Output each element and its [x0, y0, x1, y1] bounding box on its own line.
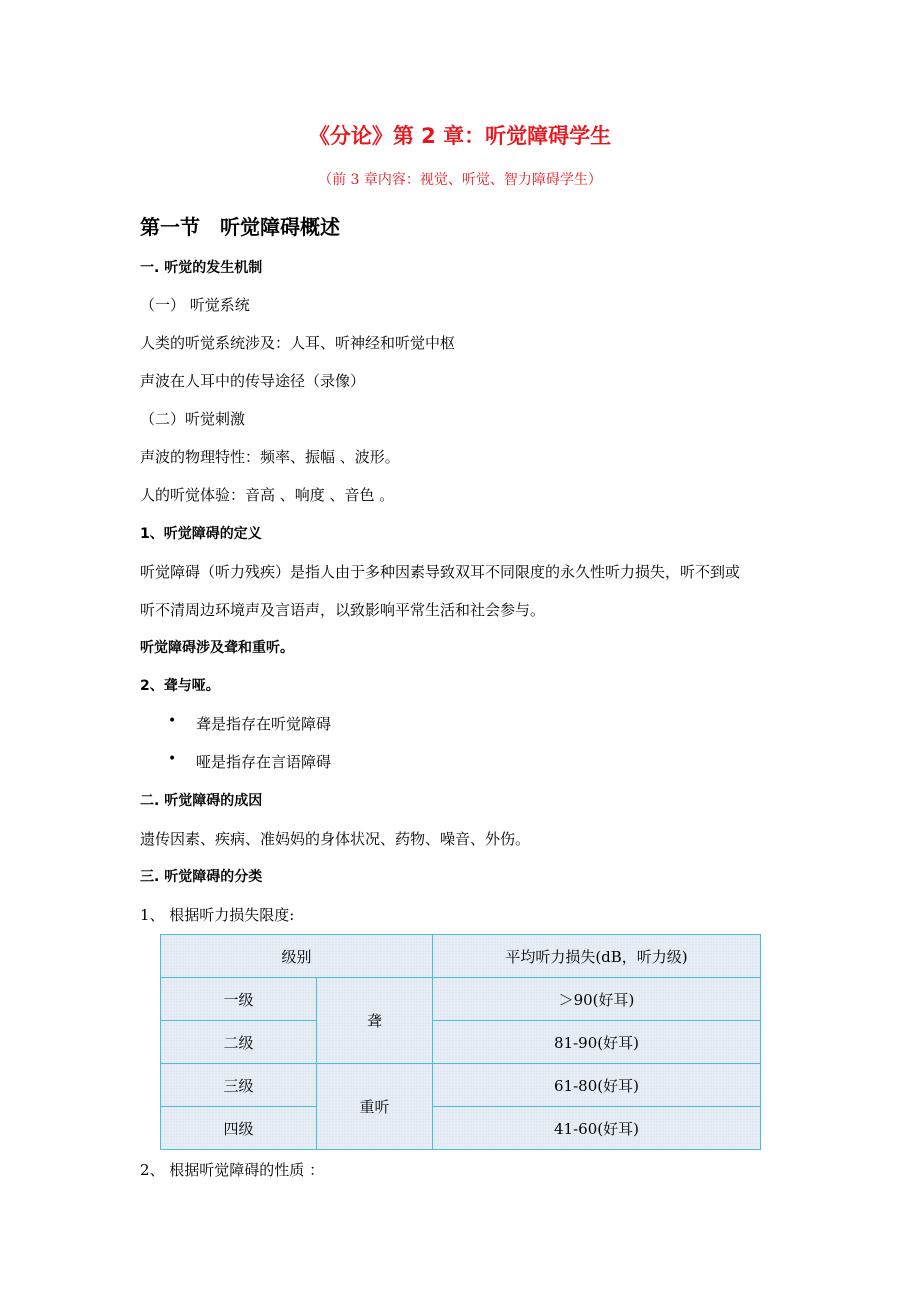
- table-row: [161, 978, 761, 1021]
- table-cell-grade: 四级: [161, 1107, 317, 1150]
- heading-definition: 1、听觉障碍的定义: [140, 526, 262, 542]
- paragraph-causes: 遗传因素、疾病、准妈妈的身体状况、药物、噪音、外伤。: [140, 830, 531, 848]
- heading-causes: 二. 听觉障碍的成因: [140, 793, 263, 809]
- document-title: 《分论》第 2 章：听觉障碍学生: [308, 124, 612, 148]
- bullet-icon: •: [168, 751, 177, 767]
- paragraph-auditory-system: 人类的听觉系统涉及：人耳、听神经和听觉中枢: [140, 334, 456, 352]
- paragraph-sound-conduction: 声波在人耳中的传导途径（录像）: [140, 372, 366, 390]
- table-cell-loss: 41-60(好耳): [433, 1107, 761, 1150]
- paragraph-definition-line1: 听觉障碍（听力残疾）是指人由于多种因素导致双耳不同限度的永久性听力损失，听不到或: [140, 563, 741, 581]
- paragraph-by-nature: 2、 根据听觉障碍的性质 ：: [140, 1161, 325, 1179]
- table-cell-grade: 一级: [161, 978, 317, 1021]
- heading-classification: 三. 听觉障碍的分类: [140, 869, 263, 885]
- table-header-loss: 平均听力损失(dB，听力级): [433, 935, 761, 978]
- bullet-icon: •: [168, 713, 177, 729]
- paragraph-definition-line2: 听不清周边环境声及言语声，以致影响平常生活和社会参与。: [140, 601, 546, 619]
- document-subtitle: （前 3 章内容：视觉、听觉、智力障碍学生）: [318, 172, 602, 188]
- table-row: [161, 1064, 761, 1107]
- bullet-item-mute: 哑是指存在言语障碍: [196, 753, 332, 771]
- section-heading: 第一节 听觉障碍概述: [140, 215, 340, 239]
- table-cell-group-hoh: 重听: [317, 1064, 433, 1150]
- bullet-item-deaf: 聋是指存在听觉障碍: [196, 715, 332, 733]
- hearing-loss-grade-table: [160, 934, 761, 1150]
- heading-deaf-mute: 2、聋与哑。: [140, 678, 220, 694]
- heading-hearing-mechanism: 一. 听觉的发生机制: [140, 260, 263, 276]
- heading-deaf-and-hoh: 听觉障碍涉及聋和重听。: [140, 640, 294, 656]
- table-header-grade: 级别: [161, 935, 433, 978]
- table-row: [161, 1021, 761, 1064]
- table-cell-group-deaf: 聋: [317, 978, 433, 1064]
- table-cell-loss: ＞90(好耳): [433, 978, 761, 1021]
- paragraph-by-loss-degree: 1、 根据听力损失限度:: [140, 906, 295, 924]
- paragraph-hearing-experience: 人的听觉体验：音高 、响度 、音色 。: [140, 486, 395, 504]
- table-cell-loss: 61-80(好耳): [433, 1064, 761, 1107]
- subheading-auditory-system: （一） 听觉系统: [140, 296, 250, 314]
- subheading-auditory-stimulus: （二）听觉刺激: [140, 410, 246, 428]
- table-cell-grade: 二级: [161, 1021, 317, 1064]
- table-header-row: [161, 935, 761, 978]
- table-cell-grade: 三级: [161, 1064, 317, 1107]
- table-row: [161, 1107, 761, 1150]
- table-cell-loss: 81-90(好耳): [433, 1021, 761, 1064]
- paragraph-sound-properties: 声波的物理特性：频率、振幅 、波形。: [140, 448, 400, 466]
